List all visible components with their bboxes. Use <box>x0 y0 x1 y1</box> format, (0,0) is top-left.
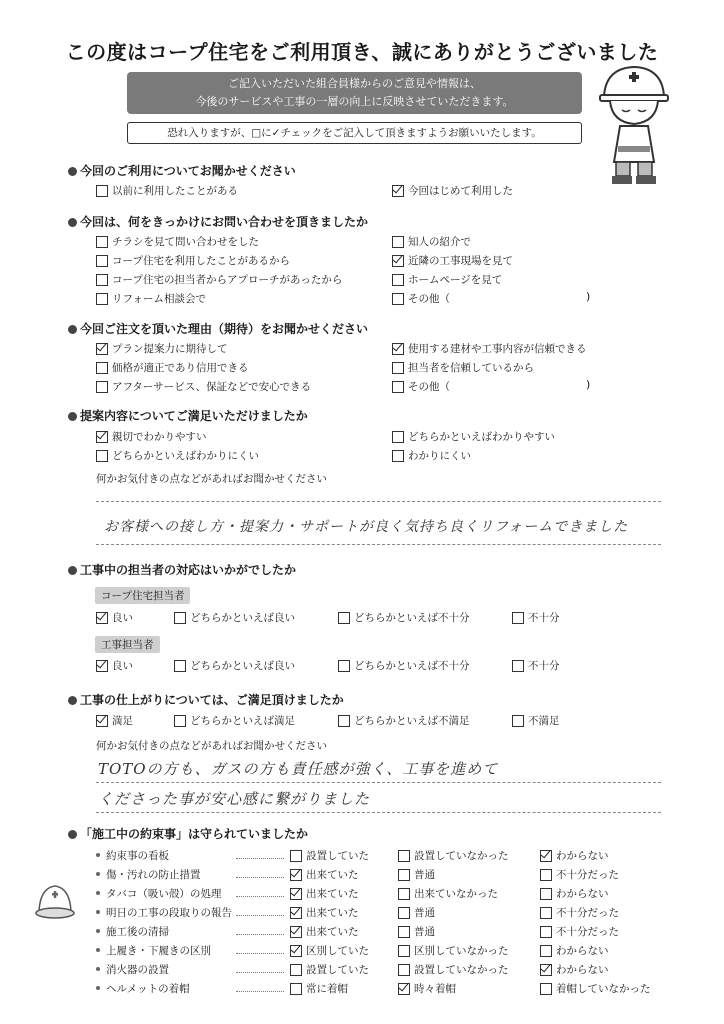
leader-dots <box>236 915 284 916</box>
q7-row-4-opt-1[interactable]: 普通 <box>398 924 435 939</box>
checkbox[interactable] <box>398 983 410 995</box>
bullet-icon <box>68 830 77 839</box>
checkbox[interactable] <box>290 983 302 995</box>
q7-row-3-opt-1[interactable]: 普通 <box>398 905 435 920</box>
q5-group2-label: 工事担当者 <box>95 636 160 653</box>
q2-left-1[interactable]: チラシを見て問い合わせをした <box>96 234 259 249</box>
q1-title: 今回のご利用についてお聞かせください <box>68 162 296 179</box>
q6-title: 工事の仕上がりについては、ご満足頂けましたか <box>68 691 344 708</box>
q4-left-2[interactable]: どちらかといえばわかりにくい <box>96 448 259 463</box>
bullet-icon <box>68 566 77 575</box>
q6-opt-2[interactable]: どちらかといえば満足 <box>174 713 295 728</box>
q3-right-3[interactable]: その他（ <box>392 379 450 394</box>
q5-g2-opt-4[interactable]: 不十分 <box>512 658 560 673</box>
q2-right-2[interactable]: 近隣の工事現場を見て <box>392 253 513 268</box>
checkbox[interactable] <box>290 869 302 881</box>
q6-opt-4[interactable]: 不満足 <box>512 713 560 728</box>
q4-left-1[interactable]: 親切でわかりやすい <box>96 429 207 444</box>
q5-title: 工事中の担当者の対応はいかがでしたか <box>68 561 296 578</box>
checkbox[interactable] <box>290 945 302 957</box>
q5-g2-opt-1[interactable]: 良い <box>96 658 133 673</box>
q7-row-0-opt-2[interactable]: わからない <box>540 848 609 863</box>
q6-comment-line-1[interactable]: TOTOの方も、ガスの方も責任感が強く、工事を進めて <box>98 760 499 778</box>
leader-dots <box>236 991 284 992</box>
page-title: この度はコープ住宅をご利用頂き、誠にありがとうございました <box>65 40 659 64</box>
bullet-icon <box>68 325 77 334</box>
q7-item-5: 上履き・下履きの区別 <box>96 943 211 958</box>
q7-row-5-opt-2[interactable]: わからない <box>540 943 609 958</box>
leader-dots <box>236 877 284 878</box>
q7-row-1-opt-2[interactable]: 不十分だった <box>540 867 619 882</box>
q1-option-2[interactable]: 今回はじめて利用した <box>392 183 513 198</box>
bullet-icon <box>68 167 77 176</box>
q7-item-1: 傷・汚れの防止措置 <box>96 867 201 882</box>
q7-item-4: 施工後の清掃 <box>96 924 169 939</box>
bullet-icon <box>68 696 77 705</box>
comment-line <box>96 543 661 545</box>
checkbox[interactable] <box>290 888 302 900</box>
checkbox[interactable] <box>540 850 552 862</box>
checkbox[interactable] <box>290 964 302 976</box>
bullet-icon <box>96 948 100 952</box>
checkbox[interactable] <box>540 888 552 900</box>
checkbox[interactable] <box>398 926 410 938</box>
checkbox[interactable] <box>398 888 410 900</box>
q3-left-1[interactable]: プラン提案力に期待して <box>96 341 228 356</box>
bullet-icon <box>96 967 100 971</box>
q7-row-2-opt-2[interactable]: わからない <box>540 886 609 901</box>
q7-row-5-opt-0[interactable]: 区別していた <box>290 943 369 958</box>
q7-row-1-opt-0[interactable]: 出来ていた <box>290 867 359 882</box>
comment-line <box>96 811 661 813</box>
q2-right-1[interactable]: 知人の紹介で <box>392 234 471 249</box>
checkbox[interactable] <box>540 869 552 881</box>
q5-g2-opt-3[interactable]: どちらかといえば不十分 <box>338 658 470 673</box>
q7-item-7: ヘルメットの着帽 <box>96 981 190 996</box>
q3-left-2[interactable]: 価格が適正であり信用できる <box>96 360 249 375</box>
q5-g1-opt-2[interactable]: どちらかといえば良い <box>174 610 295 625</box>
leader-dots <box>236 858 284 859</box>
checkbox[interactable] <box>290 907 302 919</box>
q4-right-1[interactable]: どちらかといえばわかりやすい <box>392 429 555 444</box>
info-banner <box>127 72 582 114</box>
checkbox[interactable] <box>398 869 410 881</box>
q7-row-2-opt-0[interactable]: 出来ていた <box>290 886 359 901</box>
checkbox[interactable] <box>398 964 410 976</box>
bullet-icon <box>68 218 77 227</box>
checkbox-checked[interactable] <box>392 185 404 197</box>
q3-close-paren: ) <box>586 378 591 391</box>
q4-comment[interactable]: お客様への接し方・提案力・サポートが良く気持ち良くリフォームできました <box>104 519 629 535</box>
banner-line-1: ご記入いただいた組合員様からのご意見や情報は、 <box>228 77 481 90</box>
bullet-icon <box>96 910 100 914</box>
q2-title: 今回は、何をきっかけにお問い合わせを頂きましたか <box>68 213 368 230</box>
checkbox[interactable] <box>540 983 552 995</box>
q2-left-3[interactable]: コープ住宅の担当者からアプローチがあったから <box>96 272 342 287</box>
q7-row-4-opt-0[interactable]: 出来ていた <box>290 924 359 939</box>
q1-option-1[interactable]: 以前に利用したことがある <box>96 183 238 198</box>
instruction-note: 恐れ入りますが、□に✓チェックをご記入して頂きますようお願いいたします。 <box>127 122 582 144</box>
q7-row-6-opt-0[interactable]: 設置していた <box>290 962 369 977</box>
q7-row-3-opt-2[interactable]: 不十分だった <box>540 905 619 920</box>
bullet-icon <box>96 986 100 990</box>
q6-opt-1[interactable]: 満足 <box>96 713 133 728</box>
q2-right-3[interactable]: ホームページを見て <box>392 272 502 287</box>
q6-comment-line-2[interactable]: くださった事が安心感に繋がりました <box>98 790 371 808</box>
q5-g2-opt-2[interactable]: どちらかといえば良い <box>174 658 295 673</box>
checkbox[interactable] <box>540 926 552 938</box>
q3-right-2[interactable]: 担当者を信頼しているから <box>392 360 534 375</box>
q7-item-0: 約束事の看板 <box>96 848 169 863</box>
bullet-icon <box>96 891 100 895</box>
q7-row-7-opt-1[interactable]: 時々着帽 <box>398 981 456 996</box>
q7-row-1-opt-1[interactable]: 普通 <box>398 867 435 882</box>
q2-left-4[interactable]: リフォーム相談会で <box>96 291 206 306</box>
q7-row-0-opt-1[interactable]: 設置していなかった <box>398 848 509 863</box>
q7-title: 「施工中の約束事」は守られていましたか <box>68 825 308 842</box>
q5-g1-opt-3[interactable]: どちらかといえば不十分 <box>338 610 470 625</box>
q4-title: 提案内容についてご満足いただけましたか <box>68 407 308 424</box>
leader-dots <box>236 953 284 954</box>
q7-item-3: 明日の工事の段取りの報告 <box>96 905 232 920</box>
q7-row-3-opt-0[interactable]: 出来ていた <box>290 905 359 920</box>
q3-left-3[interactable]: アフターサービス、保証などで安心できる <box>96 379 311 394</box>
q3-title: 今回ご注文を頂いた理由（期待）をお聞かせください <box>68 320 368 337</box>
checkbox[interactable] <box>540 907 552 919</box>
worker-mascot-icon <box>596 62 672 190</box>
bullet-icon <box>96 853 100 857</box>
q7-row-5-opt-1[interactable]: 区別していなかった <box>398 943 509 958</box>
checkbox[interactable] <box>398 850 410 862</box>
q7-row-7-opt-0[interactable]: 常に着帽 <box>290 981 348 996</box>
q5-g1-opt-4[interactable]: 不十分 <box>512 610 560 625</box>
q7-row-7-opt-2[interactable]: 着帽していなかった <box>540 981 651 996</box>
q5-group1-label: コープ住宅担当者 <box>95 587 190 604</box>
banner-line-2: 今後のサービスや工事の一層の向上に反映させていただきます。 <box>195 95 514 108</box>
checkbox[interactable] <box>398 945 410 957</box>
checkbox[interactable] <box>398 907 410 919</box>
q4-comment-label: 何かお気付きの点などがあればお聞かせください <box>96 473 327 485</box>
q7-item-6: 消火器の設置 <box>96 962 169 977</box>
bullet-icon <box>96 929 100 933</box>
q2-left-2[interactable]: コープ住宅を利用したことがあるから <box>96 253 290 268</box>
leader-dots <box>236 934 284 935</box>
q2-right-4[interactable]: その他（ <box>392 291 450 306</box>
bullet-icon <box>68 412 77 421</box>
q7-row-4-opt-2[interactable]: 不十分だった <box>540 924 619 939</box>
q7-row-6-opt-1[interactable]: 設置していなかった <box>398 962 509 977</box>
comment-line <box>96 500 661 502</box>
checkbox[interactable] <box>290 850 302 862</box>
q7-row-0-opt-0[interactable]: 設置していた <box>290 848 369 863</box>
q7-row-6-opt-2[interactable]: わからない <box>540 962 609 977</box>
q4-right-2[interactable]: わかりにくい <box>392 448 471 463</box>
q3-right-1[interactable]: 使用する建材や工事内容が信頼できる <box>392 341 587 356</box>
q6-opt-3[interactable]: どちらかといえば不満足 <box>338 713 470 728</box>
helmet-icon <box>34 882 76 922</box>
checkbox[interactable] <box>540 964 552 976</box>
leader-dots <box>236 972 284 973</box>
checkbox[interactable] <box>540 945 552 957</box>
checkbox[interactable] <box>290 926 302 938</box>
bullet-icon <box>96 872 100 876</box>
q5-g1-opt-1[interactable]: 良い <box>96 610 133 625</box>
q2-close-paren: ) <box>586 290 591 303</box>
leader-dots <box>236 896 284 897</box>
q7-row-2-opt-1[interactable]: 出来ていなかった <box>398 886 498 901</box>
checkbox[interactable] <box>96 185 108 197</box>
q7-item-2: タバコ（吸い殻）の処理 <box>96 886 221 901</box>
q6-comment-label: 何かお気付きの点などがあればお聞かせください <box>96 740 327 752</box>
comment-line <box>96 781 661 783</box>
